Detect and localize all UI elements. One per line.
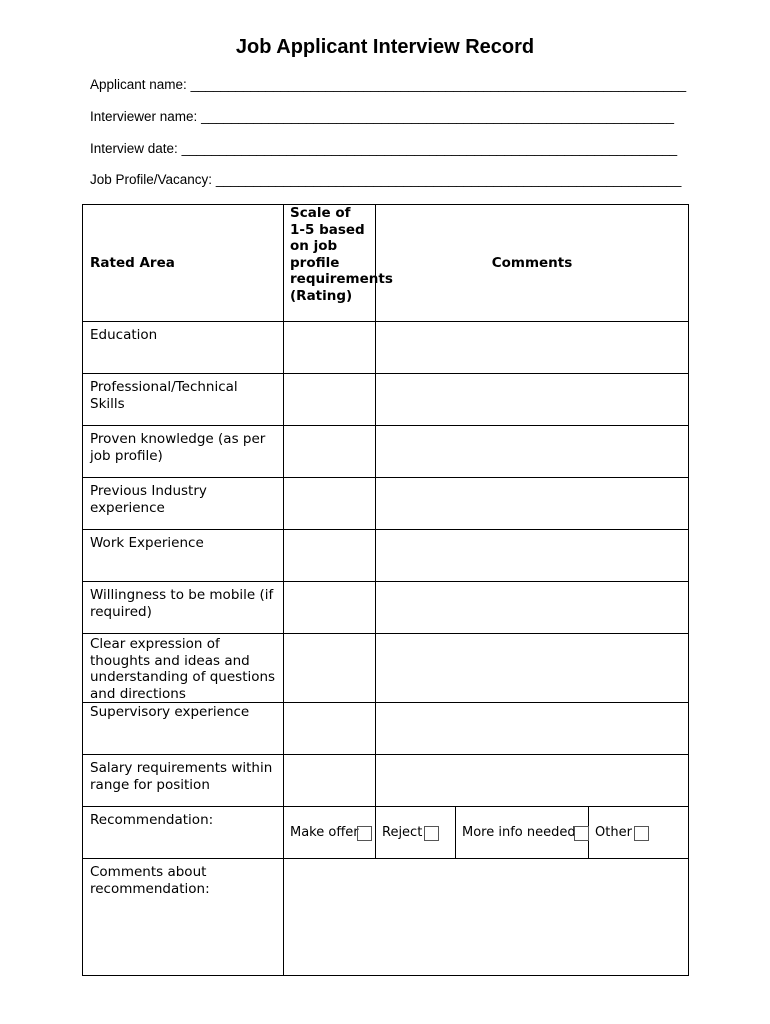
header-scale: Scale of 1-5 based on job profile requirements (Rating) xyxy=(284,205,376,322)
recommendation-row xyxy=(83,807,689,859)
option-label: Other xyxy=(595,825,632,841)
rating-cell[interactable] xyxy=(284,322,376,374)
checkbox[interactable] xyxy=(357,826,372,841)
header-rated-area: Rated Area xyxy=(83,205,284,322)
interviewer-name-field[interactable] xyxy=(90,109,674,124)
comment-cell[interactable] xyxy=(376,374,689,426)
rated-area-label: Willingness to be mobile (if required) xyxy=(83,582,284,634)
rating-cell[interactable] xyxy=(284,530,376,582)
field-label: Interview date: xyxy=(90,141,178,156)
rating-table xyxy=(82,204,689,976)
field-label: Job Profile/Vacancy: xyxy=(90,172,213,187)
fill-line: ______________________________________________________________ xyxy=(215,172,682,187)
comment-cell[interactable] xyxy=(376,703,689,755)
comment-cell[interactable] xyxy=(376,530,689,582)
table-row xyxy=(83,322,689,374)
applicant-name-field[interactable] xyxy=(90,77,686,92)
comment-cell[interactable] xyxy=(376,582,689,634)
option-label: Make offer xyxy=(290,825,359,841)
job-profile-field[interactable] xyxy=(90,172,681,187)
option-reject[interactable] xyxy=(376,807,456,859)
option-label: More info needed xyxy=(462,825,576,841)
rating-cell[interactable] xyxy=(284,426,376,478)
option-other[interactable] xyxy=(589,807,689,859)
table-header-row xyxy=(83,205,689,322)
table-row xyxy=(83,426,689,478)
field-label: Interviewer name: xyxy=(90,109,198,124)
rating-cell[interactable] xyxy=(284,478,376,530)
fill-line: __________________________________________________________________ xyxy=(181,141,678,156)
comments-about-label: Comments about recommendation: xyxy=(83,859,284,976)
rating-cell[interactable] xyxy=(284,582,376,634)
comment-cell[interactable] xyxy=(376,478,689,530)
comment-cell[interactable] xyxy=(376,426,689,478)
rated-area-label: Clear expression of thoughts and ideas and understanding of questions and directions xyxy=(83,634,284,703)
recommendation-label: Recommendation: xyxy=(83,807,284,859)
comment-cell[interactable] xyxy=(376,322,689,374)
rated-area-label: Work Experience xyxy=(83,530,284,582)
rating-cell[interactable] xyxy=(284,703,376,755)
fill-line: __________________________________________________________________ xyxy=(190,77,687,92)
table-row xyxy=(83,582,689,634)
rated-area-label: Proven knowledge (as per job profile) xyxy=(83,426,284,478)
table-row xyxy=(83,530,689,582)
rated-area-label: Salary requirements within range for position xyxy=(83,755,284,807)
table-row xyxy=(83,478,689,530)
comment-cell[interactable] xyxy=(376,755,689,807)
table-row xyxy=(83,703,689,755)
table-row xyxy=(83,374,689,426)
rating-cell[interactable] xyxy=(284,374,376,426)
rated-area-label: Supervisory experience xyxy=(83,703,284,755)
option-label: Reject xyxy=(382,825,423,841)
rated-area-label: Previous Industry experience xyxy=(83,478,284,530)
rated-area-label: Professional/Technical Skills xyxy=(83,374,284,426)
rated-area-label: Education xyxy=(83,322,284,374)
checkbox[interactable] xyxy=(424,826,439,841)
interview-date-field[interactable] xyxy=(90,141,677,156)
comments-row xyxy=(83,859,689,976)
fill-line: _______________________________________________________________ xyxy=(201,109,675,124)
comments-about-cell[interactable] xyxy=(284,859,689,976)
table-row xyxy=(83,634,689,703)
rating-cell[interactable] xyxy=(284,755,376,807)
comment-cell[interactable] xyxy=(376,634,689,703)
option-make-offer[interactable] xyxy=(284,807,376,859)
table-row xyxy=(83,755,689,807)
page-title: Job Applicant Interview Record xyxy=(235,36,535,58)
option-more-info[interactable] xyxy=(456,807,589,859)
field-label: Applicant name: xyxy=(90,77,187,92)
rating-cell[interactable] xyxy=(284,634,376,703)
header-comments: Comments xyxy=(376,205,689,322)
checkbox[interactable] xyxy=(634,826,649,841)
checkbox[interactable] xyxy=(574,826,589,841)
